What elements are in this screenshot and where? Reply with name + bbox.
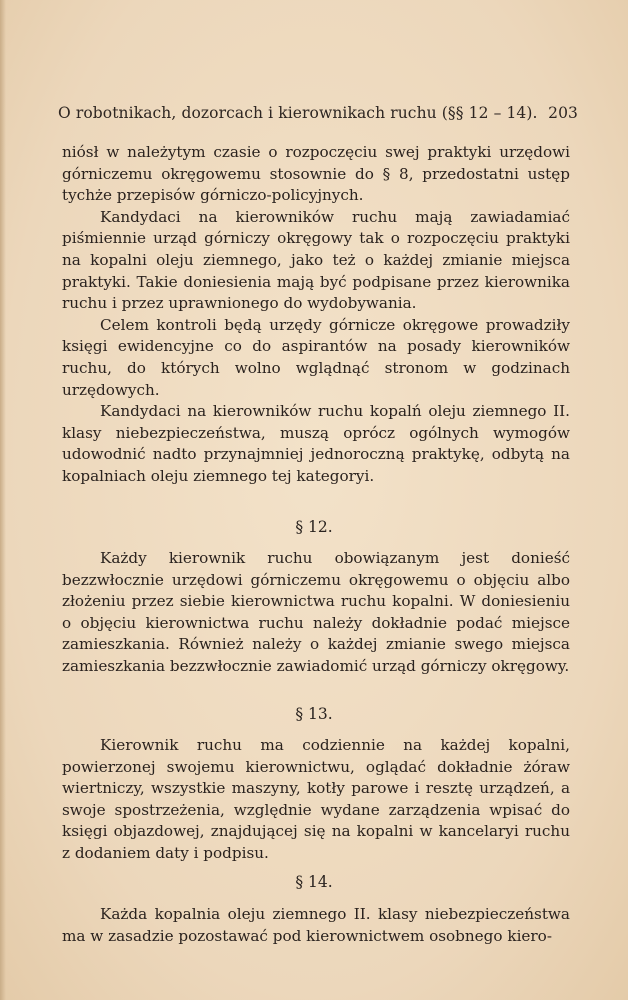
paragraph: Kandydaci na kierowników ruchu mają zawiadamiać piśmiennie urząd górniczy okręgowy tak o rozpoczęciu praktyki na kopalni oleju ziemnego, jako też o każdej zmianie miejsca praktyki. Takie doniesienia mają być podpisane przez kierownika ruchu i przez uprawnionego do wydobywania. [62, 207, 570, 313]
paragraph: Celem kontroli będą urzędy górnicze okręgowe prowadziły księgi ewidencyjne co do aspirantów na posady kierowników ruchu, do których wolno wglądnąć stronom w godzinach urzędowych. [62, 315, 570, 399]
section-13-text-block [62, 735, 570, 865]
paragraph: Kierownik ruchu ma codziennie na każdej kopalni, powierzonej swojemu kierownictwu, oglądać dokładnie żóraw wiertniczy, wszystkie maszyny, kotły parowe i resztę urządzeń, a swoje spostrzeżenia, względnie wydane zarządzenia wpisać do księgi objazdowej, znajdującej się na kopalni w kancelaryi ruchu z dodaniem daty i podpisu. [62, 736, 570, 862]
paragraph: Każda kopalnia oleju ziemnego II. klasy niebezpieczeństwa ma w zasadzie pozostawać pod kierownictwem osobnego kiero- [62, 905, 570, 945]
section-13-heading: § 13. [295, 705, 333, 723]
page-edge-shadow [0, 0, 6, 1000]
paragraph: Kandydaci na kierowników ruchu kopalń oleju ziemnego II. klasy niebezpieczeństwa, muszą oprócz ogólnych wymogów udowodnić nadto przynajmniej jednoroczną praktykę, odbytą na kopalniach oleju ziemnego tej kategoryi. [62, 402, 570, 485]
paragraph-continuation: niósł w należytym czasie o rozpoczęciu swej praktyki urzędowi górniczemu okręgowemu stosownie do § 8, przedostatni ustęp tychże przepisów górniczo-policyjnych. [62, 143, 570, 205]
running-head [58, 104, 578, 122]
intro-text-block [62, 142, 570, 488]
section-12-text-block [62, 548, 570, 678]
section-12-heading: § 12. [295, 518, 333, 536]
page-number: 203 [548, 104, 578, 122]
section-14-heading: § 14. [295, 873, 333, 891]
section-14-text-block [62, 904, 570, 947]
paragraph: Każdy kierownik ruchu obowiązanym jest donieść bezzwłocznie urzędowi górniczemu okręgowemu o objęciu albo złożeniu przez siebie kierownictwa ruchu kopalni. W doniesieniu o objęciu kierownictwa ruchu należy dokładnie podać miejsce zamieszkania. Również należy o każdej zmianie swego miejsca zamieszkania bezzwłocznie zawiadomić urząd górniczy okręgowy. [62, 549, 570, 675]
running-title: O robotnikach, dozorcach i kierownikach ruchu (§§ 12 – 14). [58, 104, 538, 122]
